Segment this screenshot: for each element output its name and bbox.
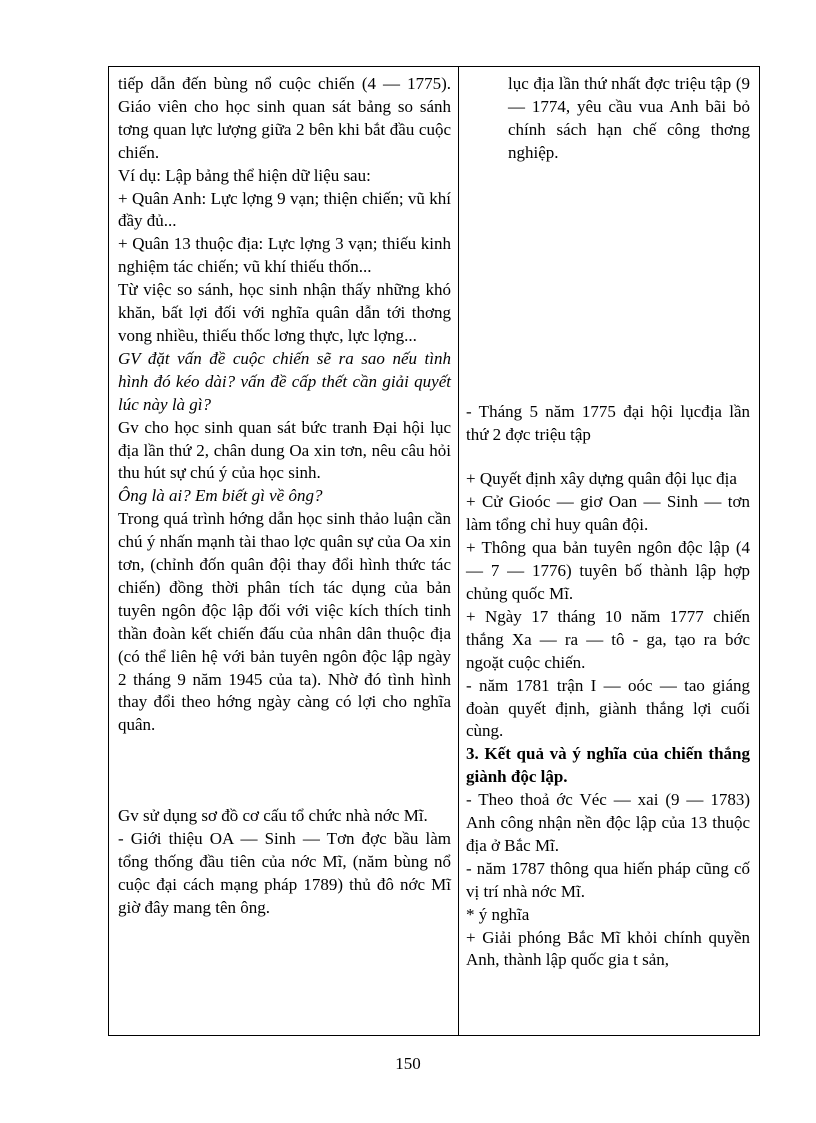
left-question-1: GV đặt vấn đề cuộc chiến sẽ ra sao nếu tình hình đó kéo dài? vấn đề cấp thết cần giải quyết lúc này là gì? [118,348,451,414]
left-paragraph-10: Gv sử dụng sơ đồ cơ cấu tổ chức nhà nớc Mĩ. [118,806,428,826]
right-paragraph-11: * ý nghĩa [466,904,530,924]
left-paragraph-4: + Quân 13 thuộc địa: Lực lợng 3 vạn; thiếu kinh nghiệm tác chiến; vũ khí thiếu thốn... [118,234,451,277]
left-paragraph-3: + Quân Anh: Lực lợng 9 vạn; thiện chiến; vũ khí đầy đủ... [118,188,451,231]
right-paragraph-9: - Theo thoả ớc Véc — xai (9 — 1783) Anh công nhận nền độc lập của 13 thuộc địa ở Bắc Mĩ. [466,790,750,855]
left-spacer [118,737,451,805]
left-paragraph-9: Trong quá trình hớng dẫn học sinh thảo luận cần chú ý nhấn mạnh tài thao lợc quân sự của Oa xin tơn, (chỉnh đốn quân đội thay đổi hình thức tác chiến) đồng thời phân tích tác dụng của bản tuyên ngôn độc lập đối với việc kích thích tinh thần đoàn kết chiến đấu của nhân dân thuộc địa (có thể liên hệ với bản tuyên ngôn độc lập ngày 2 tháng 9 năm 1945 của ta). Nhờ đó tình hình thay đổi theo hớng ngày càng có lợi cho nghĩa quân. [118,509,451,735]
right-paragraph-4: + Cử Gioóc — giơ Oan — Sinh — tơn làm tổng chỉ huy quân đội. [466,492,750,535]
right-paragraph-6: + Ngày 17 tháng 10 năm 1777 chiến thắng Xa — ra — tô - ga, tạo ra bớc ngoặt cuộc chiến. [466,606,750,672]
lesson-table [108,66,760,1036]
right-spacer-2 [466,446,750,468]
left-paragraph-7: Gv cho học sinh quan sát bức tranh Đại hội lục địa lần thứ 2, chân dung Oa xin tơn, nêu câu hỏi thu hút sự chú ý của học sinh. [118,417,451,483]
right-paragraph-12: + Giải phóng Bắc Mĩ khỏi chính quyền Anh, thành lập quốc gia t sản, [466,927,750,970]
content-column [459,67,759,1035]
left-paragraph-5: Từ việc so sánh, học sinh nhận thấy những khó khăn, bất lợi đối với nghĩa quân dẫn tới thơng vong nhiều, thiếu thốc lơng thực, lực lợng... [118,280,451,345]
right-paragraph-2: - Tháng 5 năm 1775 đại hội lụcđịa lần thứ 2 đợc triệu tập [466,401,750,444]
right-paragraph-1: lục địa lần thứ nhất đợc triệu tập (9 — 1774, yêu cầu vua Anh bãi bỏ chính sách hạn chế công thơng nghiệp. [508,74,750,162]
right-paragraph-10: - năm 1787 thông qua hiến pháp cũng cố vị trí nhà nớc Mĩ. [466,858,750,901]
left-paragraph-11: - Giới thiệu OA — Sinh — Tơn đợc bầu làm tổng thống đầu tiên của nớc Mĩ, (năm bùng nổ cuộc đại cách mạng pháp 1789) thủ đô nớc Mĩ giờ đây mang tên ông. [118,829,451,917]
right-spacer [466,165,750,401]
section-heading: 3. Kết quả và ý nghĩa của chiến thắng giành độc lập. [466,744,750,787]
page-number: 150 [395,1054,421,1073]
right-paragraph-3: + Quyết định xây dựng quân đội lục địa [466,469,737,489]
right-paragraph-5: + Thông qua bản tuyên ngôn độc lập (4 — 7 — 1776) tuyên bố thành lập hợp chủng quốc Mĩ. [466,538,750,603]
left-paragraph-1: tiếp dẫn đến bùng nổ cuộc chiến (4 — 1775). Giáo viên cho học sinh quan sát bảng so sánh tơng quan lực lượng giữa 2 bên khi bắt đầu cuộc chiến. [118,74,451,162]
left-paragraph-2: Ví dụ: Lập bảng thể hiện dữ liệu sau: [118,165,371,185]
right-paragraph-7: - năm 1781 trận I — oóc — tao giáng đoàn quyết định, giành thắng lợi cuối cùng. [466,675,750,741]
teacher-activity-column [109,67,459,1035]
left-question-2: Ông là ai? Em biết gì về ông? [118,486,323,506]
